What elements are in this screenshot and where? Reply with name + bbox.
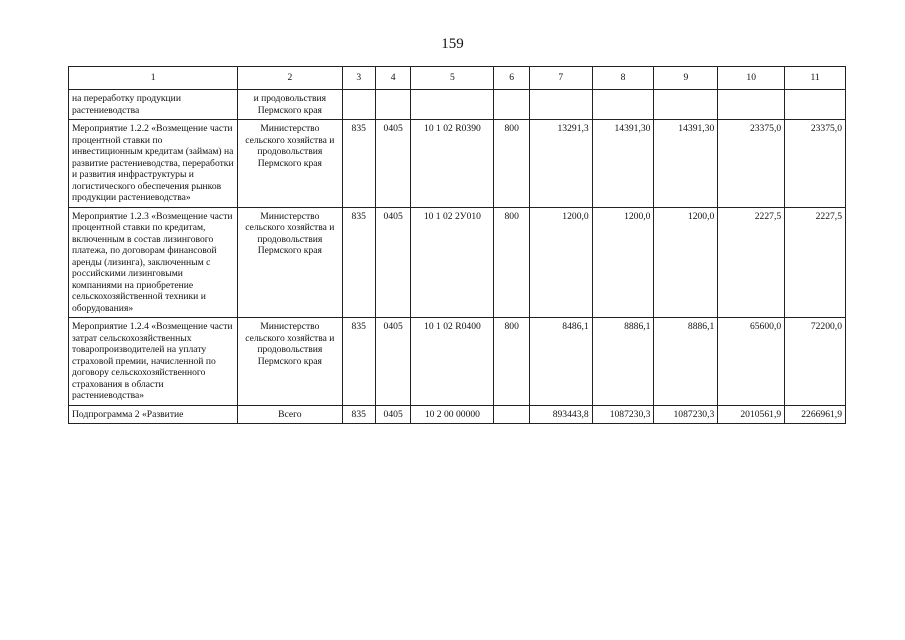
responsible-executor: и продовольствия Пермского края xyxy=(238,90,342,120)
amount-cell: 2010561,9 xyxy=(718,405,785,424)
amount-cell: 1087230,3 xyxy=(592,405,654,424)
amount-cell: 8886,1 xyxy=(592,318,654,406)
ministry-code: 835 xyxy=(342,318,375,406)
amount-cell xyxy=(592,90,654,120)
section-code: 0405 xyxy=(375,318,410,406)
target-article-code: 10 1 02 R0390 xyxy=(411,120,494,208)
expense-type-code xyxy=(494,90,529,120)
responsible-executor: Всего xyxy=(238,405,342,424)
column-header: 2 xyxy=(238,67,342,90)
responsible-executor: Министерство сельского хозяйства и продовольствия Пермского края xyxy=(238,120,342,208)
target-article-code: 10 1 02 2У010 xyxy=(411,207,494,318)
amount-cell: 1200,0 xyxy=(654,207,718,318)
ministry-code: 835 xyxy=(342,405,375,424)
amount-cell: 65600,0 xyxy=(718,318,785,406)
table-row xyxy=(69,405,846,424)
amount-cell: 14391,30 xyxy=(592,120,654,208)
target-article-code xyxy=(411,90,494,120)
header-row xyxy=(69,67,846,90)
column-header: 3 xyxy=(342,67,375,90)
responsible-executor: Министерство сельского хозяйства и продовольствия Пермского края xyxy=(238,318,342,406)
target-article-code: 10 2 00 00000 xyxy=(411,405,494,424)
activity-name: Мероприятие 1.2.2 «Возмещение части процентной ставки по инвестиционным кредитам (займам) на развитие растениеводства, переработки и развития инфраструктуры и логистического обеспечения рынков продукции растениеводства» xyxy=(69,120,238,208)
column-header: 7 xyxy=(529,67,592,90)
responsible-executor: Министерство сельского хозяйства и продовольствия Пермского края xyxy=(238,207,342,318)
table-row xyxy=(69,90,846,120)
column-header: 6 xyxy=(494,67,529,90)
column-header: 5 xyxy=(411,67,494,90)
section-code xyxy=(375,90,410,120)
activity-name: на переработку продукции растениеводства xyxy=(69,90,238,120)
target-article-code: 10 1 02 R0400 xyxy=(411,318,494,406)
amount-cell: 13291,3 xyxy=(529,120,592,208)
section-code: 0405 xyxy=(375,120,410,208)
column-header: 11 xyxy=(785,67,846,90)
page-number: 159 xyxy=(441,36,464,52)
amount-cell: 23375,0 xyxy=(785,120,846,208)
table-row xyxy=(69,318,846,406)
column-header: 8 xyxy=(592,67,654,90)
amount-cell xyxy=(718,90,785,120)
amount-cell: 2227,5 xyxy=(785,207,846,318)
amount-cell: 8486,1 xyxy=(529,318,592,406)
table-row xyxy=(69,207,846,318)
amount-cell: 72200,0 xyxy=(785,318,846,406)
column-header: 1 xyxy=(69,67,238,90)
expense-type-code: 800 xyxy=(494,207,529,318)
expense-type-code: 800 xyxy=(494,120,529,208)
amount-cell: 2227,5 xyxy=(718,207,785,318)
amount-cell xyxy=(785,90,846,120)
amount-cell: 14391,30 xyxy=(654,120,718,208)
activity-name: Мероприятие 1.2.3 «Возмещение части процентной ставки по кредитам, включенным в состав лизингового платежа, по договорам финансовой аренды (лизинга), заключенным с российскими лизинговыми компаниями на приобретение сельскохозяйственной техники и оборудования» xyxy=(69,207,238,318)
amount-cell: 2266961,9 xyxy=(785,405,846,424)
activity-name: Подпрограмма 2 «Развитие xyxy=(69,405,238,424)
ministry-code: 835 xyxy=(342,207,375,318)
amount-cell: 893443,8 xyxy=(529,405,592,424)
section-code: 0405 xyxy=(375,207,410,318)
amount-cell xyxy=(529,90,592,120)
amount-cell xyxy=(654,90,718,120)
ministry-code xyxy=(342,90,375,120)
column-header: 9 xyxy=(654,67,718,90)
budget-table xyxy=(68,66,846,424)
ministry-code: 835 xyxy=(342,120,375,208)
table-row xyxy=(69,120,846,208)
activity-name: Мероприятие 1.2.4 «Возмещение части затрат сельскохозяйственных товаропроизводителей на уплату страховой премии, начисленной по договору сельскохозяйственного страхования в области растениеводства» xyxy=(69,318,238,406)
column-header: 10 xyxy=(718,67,785,90)
amount-cell: 8886,1 xyxy=(654,318,718,406)
section-code: 0405 xyxy=(375,405,410,424)
expense-type-code: 800 xyxy=(494,318,529,406)
column-header: 4 xyxy=(375,67,410,90)
amount-cell: 1087230,3 xyxy=(654,405,718,424)
amount-cell: 1200,0 xyxy=(592,207,654,318)
expense-type-code xyxy=(494,405,529,424)
amount-cell: 23375,0 xyxy=(718,120,785,208)
amount-cell: 1200,0 xyxy=(529,207,592,318)
